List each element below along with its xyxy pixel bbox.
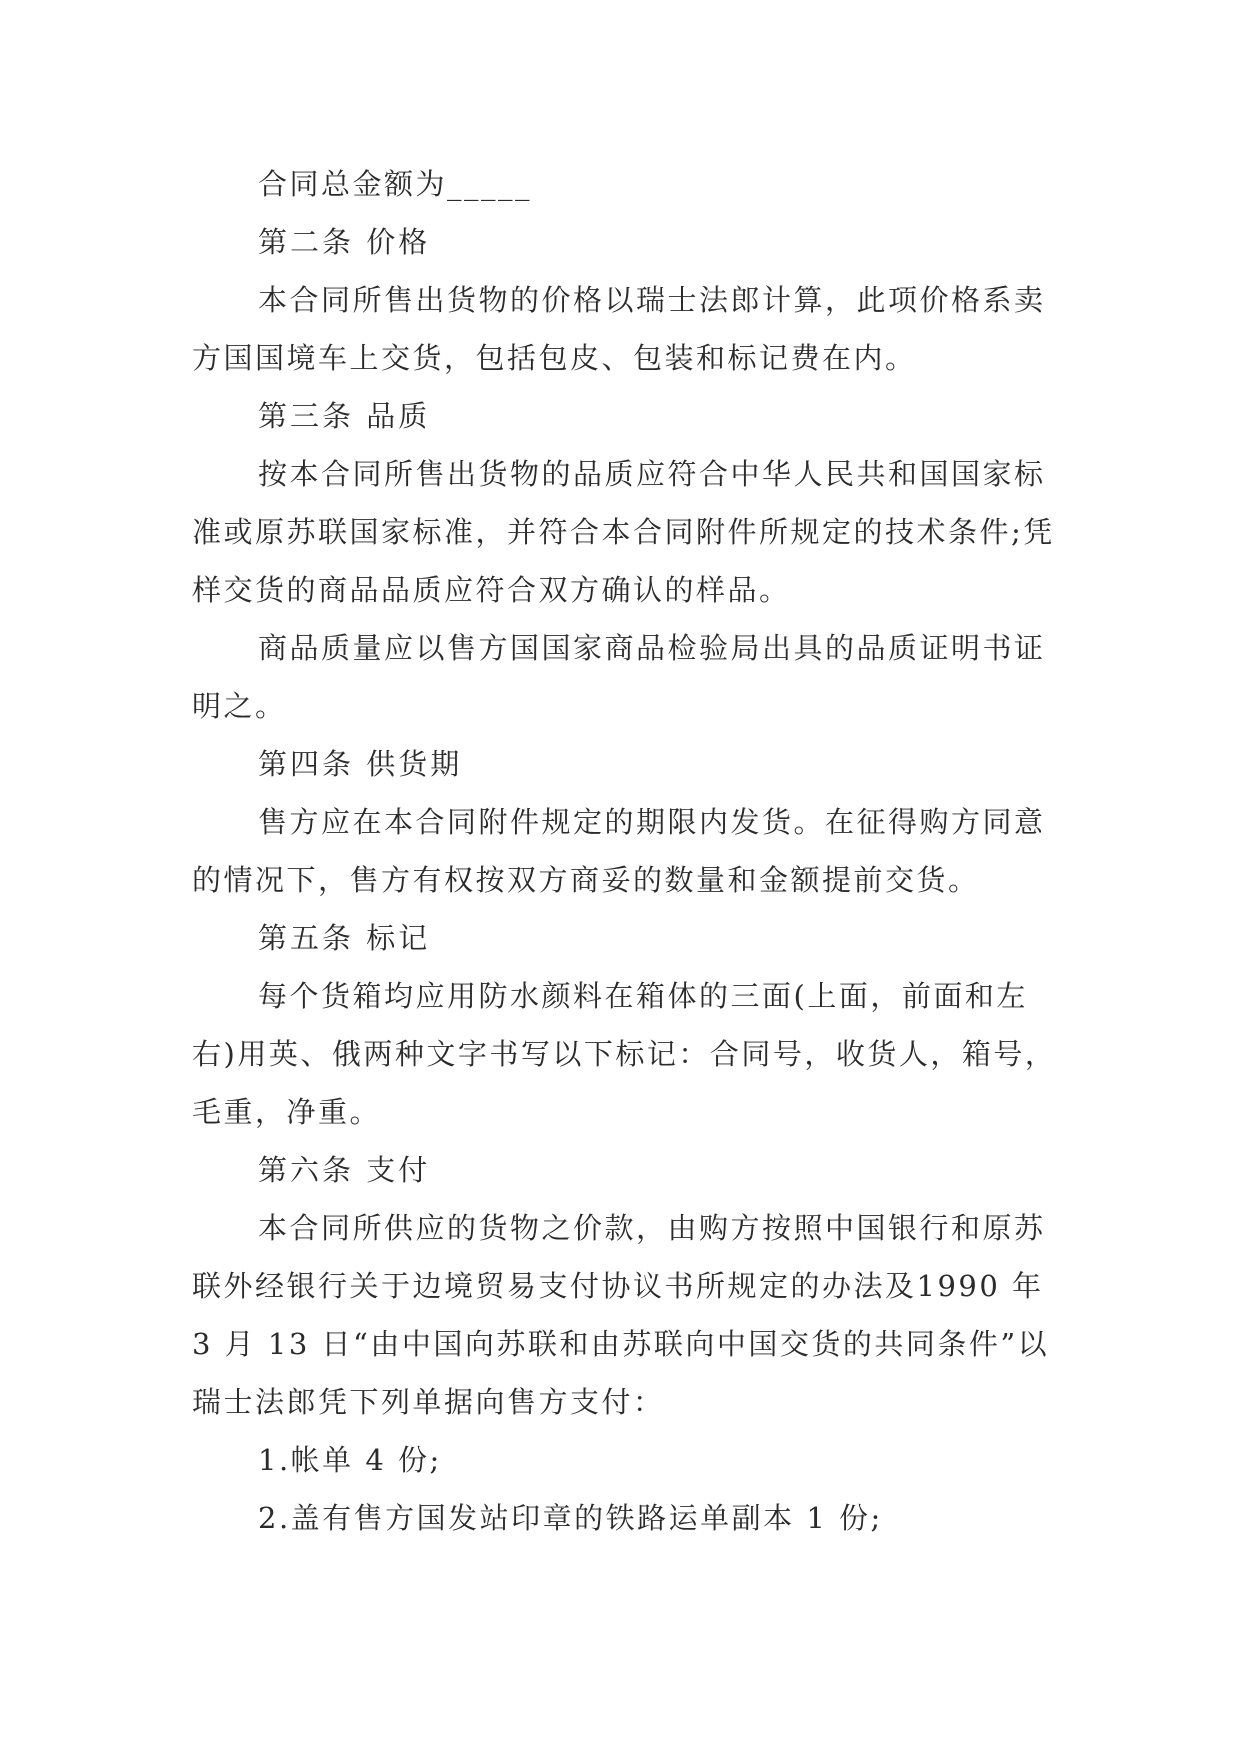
article-6-list-item-1: 1.帐单 4 份; bbox=[258, 1443, 442, 1477]
article-6-paragraph: 本合同所供应的货物之价款，由购方按照中国银行和原苏联外经银行关于边境贸易支付协议书所规定的办法及1990 年 3 月 13 日“由中国向苏联和由苏联向中国交货的共同条件”以瑞士法郎凭下列单据向售方支付： bbox=[192, 1211, 1050, 1419]
total-amount-line: 合同总金额为_____ bbox=[258, 167, 533, 201]
article-2-paragraph: 本合同所售出货物的价格以瑞士法郎计算，此项价格系卖方国国境车上交货，包括包皮、包装和标记费在内。 bbox=[192, 283, 1046, 375]
document-body bbox=[192, 155, 1062, 1547]
article-3-heading: 第三条 品质 bbox=[258, 399, 431, 433]
article-6-heading: 第六条 支付 bbox=[258, 1153, 431, 1187]
article-5-heading: 第五条 标记 bbox=[258, 921, 431, 955]
article-3-paragraph-1: 按本合同所售出货物的品质应符合中华人民共和国国家标准或原苏联国家标准，并符合本合同附件所规定的技术条件;凭样交货的商品品质应符合双方确认的样品。 bbox=[192, 457, 1055, 607]
article-2-heading: 第二条 价格 bbox=[258, 225, 431, 259]
article-3-paragraph-2: 商品质量应以售方国国家商品检验局出具的品质证明书证明之。 bbox=[192, 631, 1046, 723]
article-4-heading: 第四条 供货期 bbox=[258, 747, 463, 781]
article-4-paragraph: 售方应在本合同附件规定的期限内发货。在征得购方同意的情况下，售方有权按双方商妥的数量和金额提前交货。 bbox=[192, 805, 1046, 897]
article-5-paragraph: 每个货箱均应用防水颜料在箱体的三面(上面，前面和左右)用英、俄两种文字书写以下标记：合同号，收货人，箱号，毛重，净重。 bbox=[192, 979, 1057, 1129]
article-6-list-item-2: 2.盖有售方国发站印章的铁路运单副本 1 份; bbox=[258, 1501, 883, 1535]
